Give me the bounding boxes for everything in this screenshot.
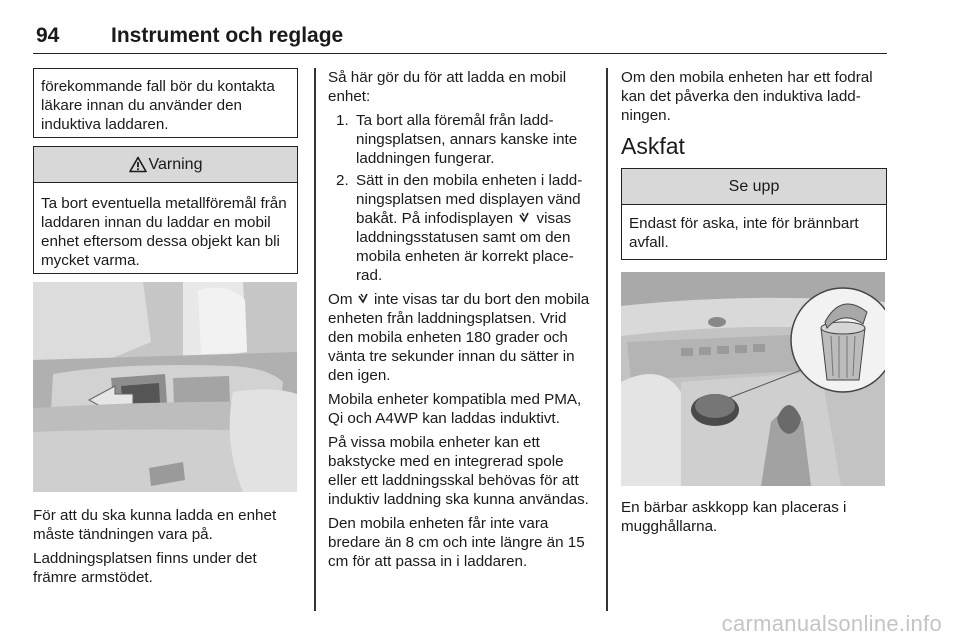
step-item (328, 111, 592, 168)
column-divider (606, 68, 608, 611)
warning-title: Varning (148, 155, 203, 173)
location-paragraph: Laddningsplatsen finns under det främre armstödet. (33, 550, 257, 586)
charging-steps (328, 111, 592, 285)
retry-text-start: Om (328, 291, 353, 308)
page-header (33, 22, 887, 54)
watermark: carmanualsonline.info (721, 611, 942, 636)
step-text: Sätt in den mobila enheten i laddningsplatsen med displayen vänd bakåt. På infodisplayen (356, 172, 583, 227)
charging-status-icon (358, 293, 369, 305)
page-number: 94 (36, 24, 60, 47)
column-2 (328, 68, 592, 576)
retry-paragraph (328, 290, 592, 385)
page-title: Instrument och reglage (111, 24, 344, 47)
step-item (328, 171, 592, 285)
step-number: 1. (336, 112, 349, 129)
ashtray-paragraph: En bärbar askkopp kan placeras i mugghållarna. (621, 499, 847, 535)
column-1-text (33, 506, 298, 592)
console-drawing (33, 282, 297, 492)
step-text: Ta bort alla föremål från laddningsplatsen, annars kanske inte laddningen fungerar. (356, 112, 578, 167)
ignition-paragraph: För att du ska kunna ladda en enhet måste tändningen vara på. (33, 507, 277, 543)
warning-icon (129, 156, 147, 173)
retry-text-end: inte visas tar du bort den mobila enheten från laddningsplatsen. Vrid den mobila enheten 180 grader och vänta tre sekunder innan du sätter in den igen. (328, 291, 590, 384)
step-number: 2. (336, 172, 349, 189)
ashtray-drawing (621, 272, 885, 486)
column-1 (33, 68, 298, 274)
column-divider (314, 68, 316, 611)
compatibility-paragraph: Mobila enheter kompatibla med PMA, Qi och A4WP kan laddas induktivt. (328, 391, 582, 427)
column-3-text (621, 498, 887, 541)
column-3 (621, 68, 887, 260)
intro-box (33, 68, 298, 138)
warning-header (34, 147, 297, 183)
case-paragraph: Om den mobila enheten har ett fodral kan det påverka den induktiva laddningen. (621, 69, 873, 124)
ashtray-illustration (621, 272, 885, 486)
cover-paragraph: På vissa mobila enheter kan ett bakstycke med en integrerad spole eller ett laddningsskal behövas för att induktiv laddning ska kunna användas. (328, 434, 589, 508)
step-text-cont: visas laddningsstatusen samt om den mobila enheten är korrekt placerad. (356, 210, 574, 284)
size-paragraph: Den mobila enheten får inte vara bredare än 8 cm och inte längre än 15 cm för att passa in i laddaren. (328, 515, 585, 570)
caution-header: Se upp (622, 169, 886, 205)
caution-box (621, 168, 887, 260)
warning-box (33, 146, 298, 274)
charging-status-icon (519, 212, 530, 224)
intro-box-text: förekommande fall bör du kontakta läkare innan du använder den induktiva laddaren. (41, 78, 275, 133)
charging-pad-illustration (33, 282, 297, 492)
warning-text: Ta bort eventuella metallföremål från laddaren innan du laddar en mobil enhet eftersom dessa objekt kan bli mycket varma. (41, 195, 287, 269)
section-title: Askfat (621, 133, 685, 159)
caution-text: Endast för aska, inte för brännbart avfall. (629, 215, 859, 251)
steps-intro: Så här gör du för att ladda en mobil enhet: (328, 69, 567, 105)
